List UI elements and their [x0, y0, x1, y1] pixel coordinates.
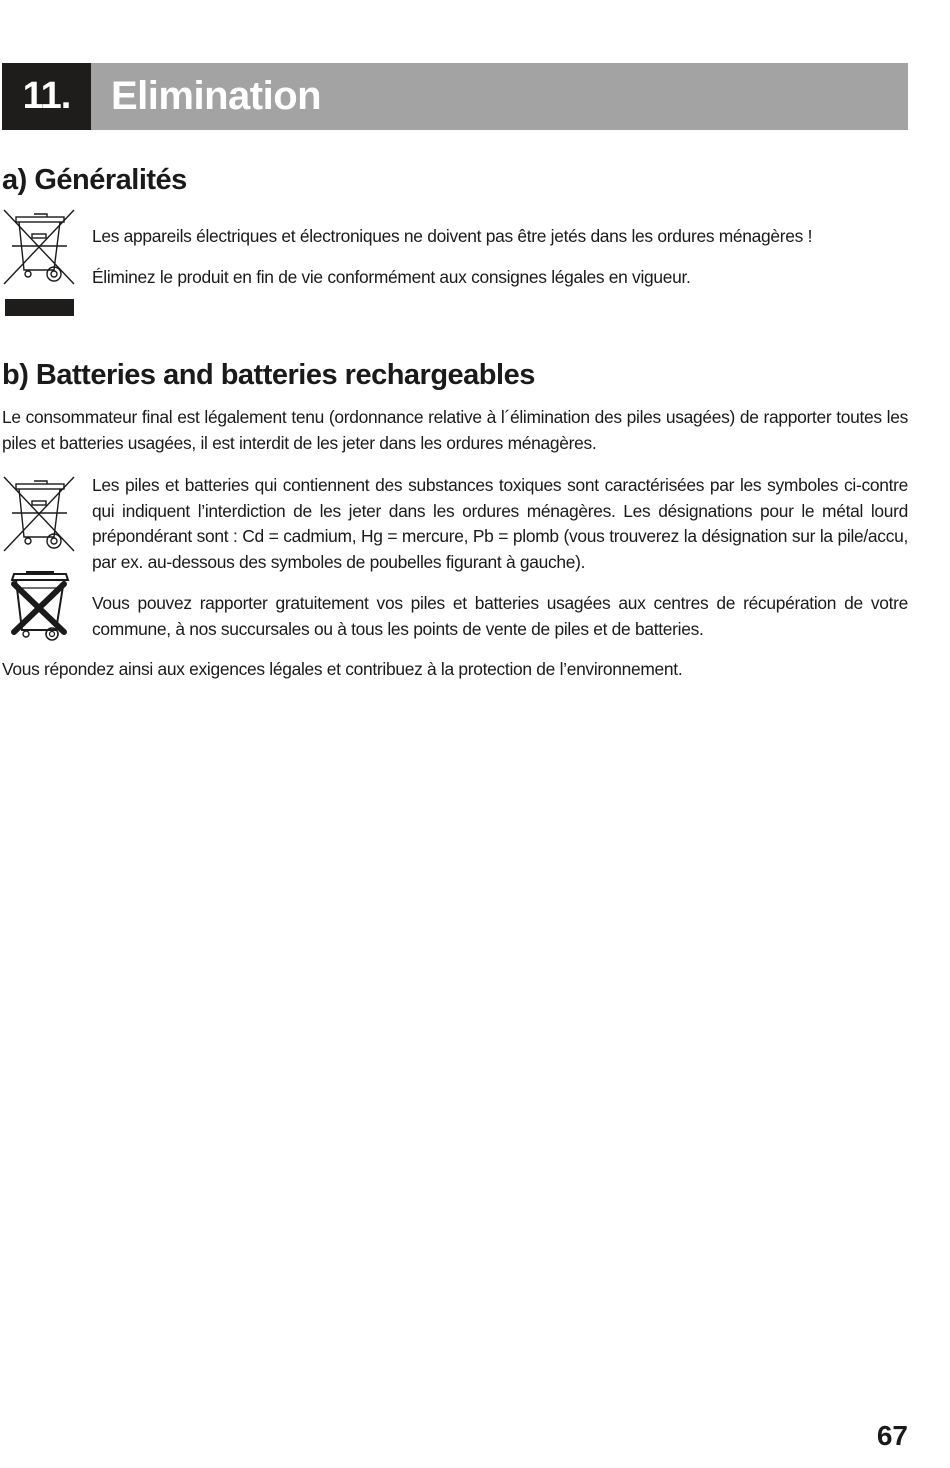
section-b-closing: Vous répondez ainsi aux exigences légales et contribuez à la protection de l’environnement.: [2, 659, 683, 679]
section-a-line-2: Éliminez le produit en fin de vie conformément aux consignes légales en vigueur.: [92, 267, 691, 287]
section-b-paragraph-1: Les piles et batteries qui contiennent des substances toxiques sont caractérisées par les symboles ci-contre qui indiquent l’interdiction de les jeter dans les ordures ménagères. Les désignations pour le métal lourd prépondérant sont : Cd = cadmium, Hg = mercure, Pb = plomb (vous trouverez la désignation sur la pile/accu, par ex. au-dessous des symboles de poubelles figurant à gauche).: [92, 475, 908, 572]
chapter-number: 11.: [2, 63, 91, 130]
section-b-heading: b) Batteries and batteries rechargeables: [2, 359, 535, 391]
chapter-header: [2, 63, 908, 130]
crossed-out-bin-icon: [2, 208, 78, 288]
section-a-line-1: Les appareils électriques et électroniques ne doivent pas être jetés dans les ordures ménagères !: [92, 226, 813, 246]
crossed-out-bin-icon: [2, 475, 78, 555]
section-b-intro: Le consommateur final est légalement tenu (ordonnance relative à l´élimination des piles usagées) de rapporter toutes les piles et batteries usagées, il est interdit de les jeter dans les ordures ménagères.: [2, 407, 908, 453]
black-bar-marking: [5, 299, 74, 316]
section-b-paragraph-2: Vous pouvez rapporter gratuitement vos piles et batteries usagées aux centres de récupération de votre commune, à nos succursales ou à tous les points de vente de piles et de batteries.: [92, 593, 908, 639]
crossed-out-wheelie-bin-icon: [8, 568, 72, 642]
page-number: 67: [876, 1420, 908, 1451]
section-a-heading: a) Généralités: [2, 164, 187, 196]
chapter-title: Elimination: [111, 74, 322, 118]
